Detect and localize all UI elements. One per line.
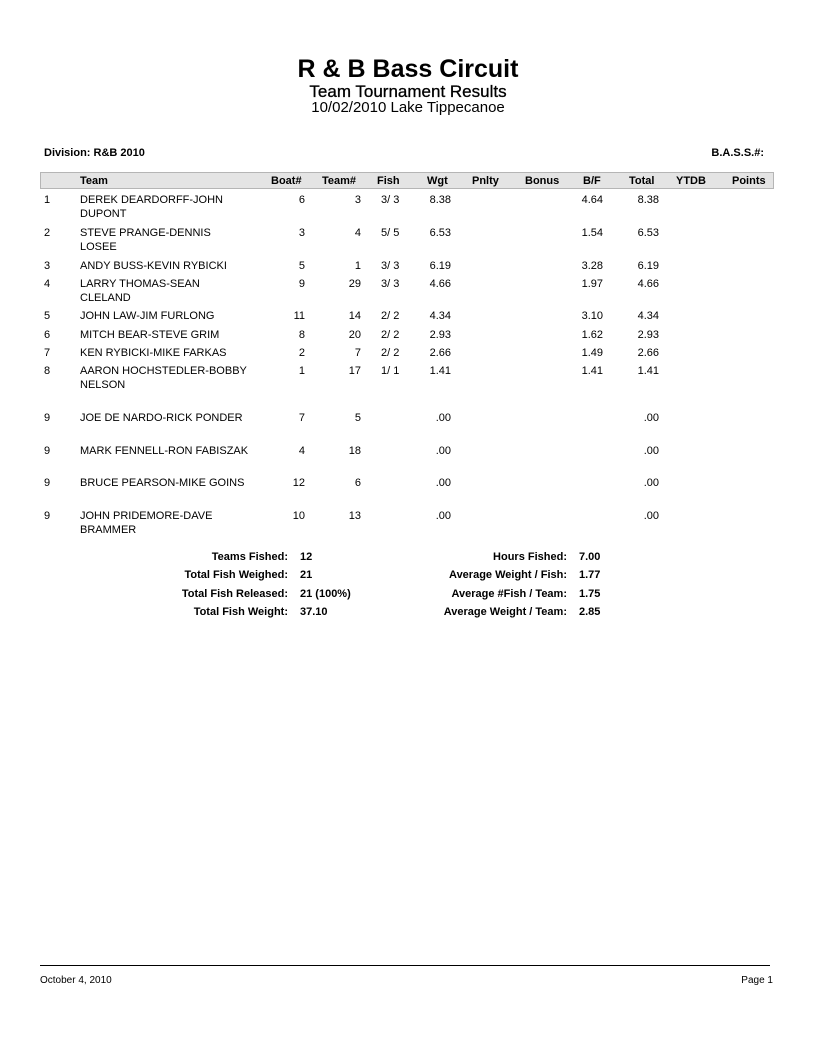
cell-bf: 3.10 [581, 310, 603, 322]
cell-bf: 1.97 [581, 278, 603, 290]
division-label: Division: R&B 2010 [44, 147, 145, 159]
cell-team: JOHN PRIDEMORE-DAVE BRAMMER [80, 510, 213, 536]
cell-team: BRUCE PEARSON-MIKE GOINS [80, 477, 245, 489]
col-bonus: Bonus [525, 175, 560, 187]
cell-total: 6.19 [637, 260, 659, 272]
cell-boat: 6 [298, 194, 305, 206]
summary-left-label: Total Fish Weight: [193, 606, 288, 618]
cell-place: 6 [44, 329, 51, 341]
cell-total: 4.34 [637, 310, 659, 322]
cell-team-number: 13 [348, 510, 361, 522]
cell-fish: 3/ 3 [381, 278, 400, 290]
cell-place: 5 [44, 310, 51, 322]
cell-fish: 1/ 1 [381, 365, 400, 377]
cell-boat: 1 [298, 365, 305, 377]
cell-place: 2 [44, 227, 51, 239]
cell-total: .00 [643, 477, 659, 489]
cell-wgt: 4.66 [429, 278, 451, 290]
cell-wgt: 6.19 [429, 260, 451, 272]
cell-team-number: 14 [348, 310, 361, 322]
cell-place: 1 [44, 194, 51, 206]
cell-place: 9 [44, 445, 51, 457]
cell-boat: 10 [292, 510, 305, 522]
cell-total: .00 [643, 412, 659, 424]
cell-boat: 8 [298, 329, 305, 341]
summary-right-label: Average Weight / Fish: [449, 569, 567, 581]
cell-total: 4.66 [637, 278, 659, 290]
cell-boat: 11 [293, 310, 305, 322]
cell-team: MITCH BEAR-STEVE GRIM [80, 329, 220, 341]
cell-fish: 2/ 2 [381, 329, 400, 341]
cell-boat: 5 [298, 260, 305, 272]
cell-place: 9 [44, 510, 51, 522]
report-title: R & B Bass Circuit [297, 55, 519, 83]
col-boat: Boat# [271, 175, 302, 187]
cell-team-number: 6 [354, 477, 361, 489]
cell-fish: 5/ 5 [381, 227, 400, 239]
summary-right-label: Average #Fish / Team: [451, 588, 567, 600]
cell-team: MARK FENNELL-RON FABISZAK [80, 445, 249, 457]
summary-right-value: 1.77 [579, 569, 601, 581]
cell-boat: 3 [298, 227, 305, 239]
cell-bf: 1.49 [581, 347, 603, 359]
cell-team: JOHN LAW-JIM FURLONG [80, 310, 215, 322]
cell-wgt: .00 [435, 477, 451, 489]
cell-total: 2.66 [637, 347, 659, 359]
col-total: Total [629, 175, 655, 187]
cell-bf: 4.64 [581, 194, 603, 206]
cell-total: 8.38 [637, 194, 659, 206]
cell-fish: 3/ 3 [381, 260, 400, 272]
cell-team-number: 20 [348, 329, 361, 341]
summary-left-value: 21 [300, 569, 313, 581]
cell-team-number: 7 [354, 347, 361, 359]
summary-left-label: Teams Fished: [211, 551, 288, 563]
cell-team-number: 3 [354, 194, 361, 206]
col-wgt: Wgt [427, 175, 448, 187]
cell-total: 6.53 [637, 227, 659, 239]
cell-team-number: 5 [354, 412, 361, 424]
cell-team: STEVE PRANGE-DENNIS LOSEE [80, 227, 211, 253]
cell-team: JOE DE NARDO-RICK PONDER [80, 412, 243, 424]
summary-right-label: Average Weight / Team: [443, 606, 567, 618]
footer-date: October 4, 2010 [40, 975, 112, 986]
cell-total: 1.41 [637, 365, 659, 377]
cell-place: 9 [44, 412, 51, 424]
cell-wgt: .00 [435, 510, 451, 522]
cell-bf: 1.41 [581, 365, 603, 377]
cell-team: KEN RYBICKI-MIKE FARKAS [80, 347, 227, 359]
cell-place: 3 [44, 260, 51, 272]
cell-team-number: 17 [348, 365, 361, 377]
cell-team: AARON HOCHSTEDLER-BOBBY NELSON [80, 365, 247, 391]
cell-wgt: 2.93 [429, 329, 451, 341]
cell-boat: 7 [298, 412, 305, 424]
bass-number-label: B.A.S.S.#: [711, 147, 764, 159]
cell-total: .00 [643, 510, 659, 522]
page-number: Page 1 [741, 975, 773, 986]
col-ytdb: YTDB [676, 175, 706, 187]
cell-boat: 2 [298, 347, 305, 359]
col-team-number: Team# [322, 175, 357, 187]
cell-place: 9 [44, 477, 51, 489]
cell-team-number: 29 [348, 278, 361, 290]
cell-fish: 2/ 2 [381, 310, 400, 322]
cell-total: 2.93 [637, 329, 659, 341]
cell-total: .00 [643, 445, 659, 457]
cell-bf: 1.62 [581, 329, 603, 341]
col-team: Team [80, 175, 108, 187]
cell-fish: 3/ 3 [381, 194, 400, 206]
cell-boat: 12 [292, 477, 305, 489]
cell-wgt: 1.41 [429, 365, 451, 377]
col-pnlty: Pnlty [472, 175, 499, 187]
cell-place: 7 [44, 347, 51, 359]
cell-place: 8 [44, 365, 51, 377]
cell-bf: 3.28 [581, 260, 603, 272]
cell-wgt: 4.34 [429, 310, 451, 322]
footer-divider [40, 965, 770, 966]
cell-team: ANDY BUSS-KEVIN RYBICKI [80, 260, 227, 272]
col-bf: B/F [583, 175, 601, 187]
summary-right-label: Hours Fished: [493, 551, 567, 563]
summary-left-value: 21 (100%) [300, 588, 351, 600]
summary-left-value: 12 [300, 551, 313, 563]
summary-right-value: 1.75 [579, 588, 601, 600]
report-subtitle: Team Tournament Results [309, 82, 507, 101]
col-points: Points [732, 175, 766, 187]
cell-team: DEREK DEARDORFF-JOHN DUPONT [80, 194, 224, 220]
cell-boat: 9 [298, 278, 305, 290]
summary-right-value: 2.85 [579, 606, 601, 618]
cell-bf: 1.54 [581, 227, 603, 239]
col-fish: Fish [377, 175, 400, 187]
cell-fish: 2/ 2 [381, 347, 400, 359]
event-date-location: 10/02/2010 Lake Tippecanoe [311, 99, 505, 116]
cell-team-number: 1 [354, 260, 361, 272]
cell-wgt: .00 [435, 445, 451, 457]
cell-wgt: 8.38 [429, 194, 451, 206]
table-header-bar [40, 172, 774, 189]
cell-wgt: .00 [435, 412, 451, 424]
cell-place: 4 [44, 278, 51, 290]
summary-left-label: Total Fish Weighed: [184, 569, 288, 581]
cell-wgt: 2.66 [429, 347, 451, 359]
cell-boat: 4 [298, 445, 305, 457]
cell-team-number: 4 [354, 227, 361, 239]
cell-wgt: 6.53 [429, 227, 451, 239]
summary-right-value: 7.00 [579, 551, 601, 563]
cell-team-number: 18 [348, 445, 361, 457]
summary-left-label: Total Fish Released: [181, 588, 288, 600]
summary-left-value: 37.10 [300, 606, 328, 618]
cell-team: LARRY THOMAS-SEAN CLELAND [80, 278, 200, 304]
